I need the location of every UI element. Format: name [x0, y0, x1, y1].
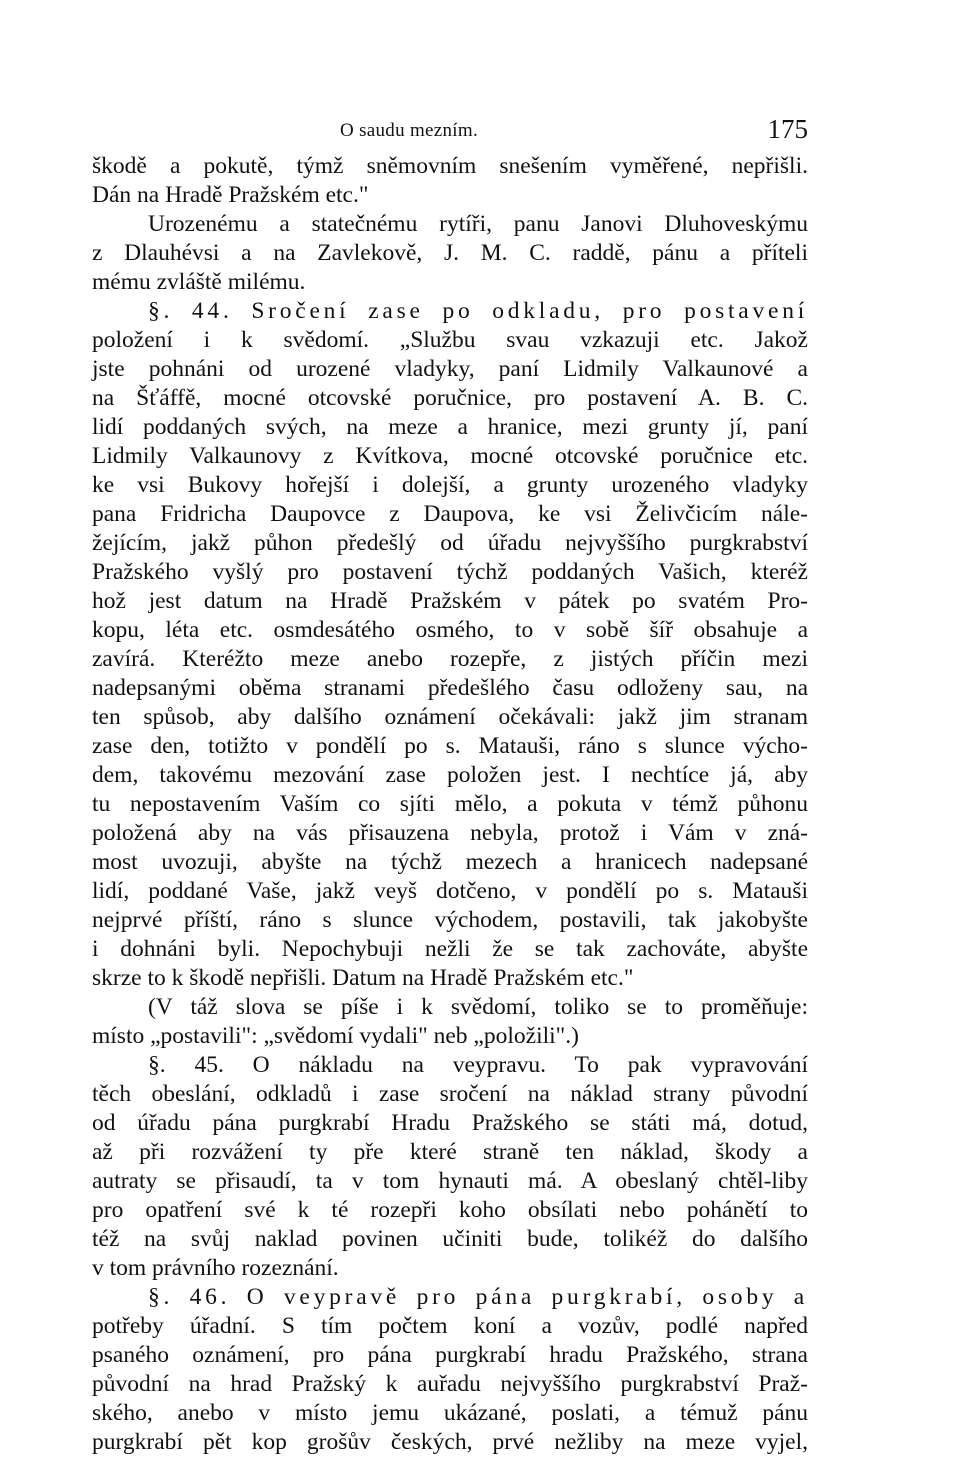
text-line: jste pohnáni od urozené vladyky, paní Lidmily Valkaunové a	[92, 356, 808, 382]
text-line: nejprvé příští, ráno s slunce východem, postavili, tak jakobyšte	[92, 907, 808, 933]
text-line: zase den, totižto v pondělí po s. Matauši, ráno s slunce výcho-	[92, 733, 808, 759]
page-header	[92, 112, 808, 152]
text-line: škodě a pokutě, týmž sněmovním snešením vyměřené, nepřišli.	[92, 153, 808, 179]
page-number: 175	[767, 114, 808, 144]
text-line: skrze to k škodě nepřišli. Datum na Hradě Pražském etc."	[92, 965, 634, 991]
text-line: Dán na Hradě Pražském etc."	[92, 182, 369, 208]
text-line: psaného oznámení, pro pána purgkrabí hradu Pražského, strana	[92, 1342, 808, 1368]
text-line: Lidmily Valkaunovy z Kvítkova, mocné otcovské poručnice etc.	[92, 443, 808, 469]
text-line: lidí, poddané Vaše, jakž veyš dotčeno, v pondělí po s. Matauši	[92, 878, 808, 904]
text-line: na Šťáffě, mocné otcovské poručnice, pro postavení A. B. C.	[92, 385, 808, 411]
text-line: původní na hrad Pražský k auřadu nejvyššího purgkrabství Praž-	[92, 1371, 808, 1397]
text-line: položená aby na vás přisauzena nebyla, protož i Vám v zná-	[92, 820, 808, 846]
text-line: pana Fridricha Daupovce z Daupova, ke vsi Želivčicím nále-	[92, 501, 808, 527]
text-line: nadepsanými oběma stranami předešlého času odloženy sau, na	[92, 675, 808, 701]
text-line: ke vsi Bukovy hořejší i dolejší, a grunty urozeného vladyky	[92, 472, 808, 498]
text-line: purgkrabí pět kop grošův českých, prvé nežliby na meze vyjel,	[92, 1429, 808, 1455]
text-line: pro opatření své k té rozepři koho obsílati nebo pohánětí to	[92, 1197, 808, 1223]
body-text	[92, 152, 808, 1457]
text-line: těch obeslání, odkladů i zase sročení na náklad strany původní	[92, 1081, 808, 1107]
text-line: zavírá. Kteréžto meze anebo rozepře, z jistých příčin mezi	[92, 646, 808, 672]
text-line: tu nepostavením Vaším co sjíti mělo, a pokuta v témž půhonu	[92, 791, 808, 817]
text-line: místo „postavili": „svědomí vydali" neb „položili".)	[92, 1023, 579, 1049]
text-line: dem, takovému mezování zase položen jest. I nechtíce já, aby	[92, 762, 808, 788]
text-line: most uvozuji, abyšte na týchž mezech a hranicech nadepsané	[92, 849, 808, 875]
text-line: i dohnáni byli. Nepochybuji nežli že se tak zachováte, abyšte	[92, 936, 808, 962]
text-line: §. 45. O nákladu na veypravu. To pak vypravování	[148, 1052, 808, 1078]
text-line: potřeby úřadní. S tím počtem koní a vozův, podlé napřed	[92, 1313, 808, 1339]
text-line: §. 44. Sročení zase po odkladu, pro postavení	[148, 298, 808, 324]
text-line: §. 46. O veypravě pro pána purgkrabí, osoby a	[148, 1284, 808, 1310]
text-line: až při rozvážení ty pře které straně ten náklad, škody a	[92, 1139, 808, 1165]
text-line: v tom právního rozeznání.	[92, 1255, 339, 1281]
text-line: hož jest datum na Hradě Pražském v pátek po svatém Pro-	[92, 588, 808, 614]
text-line: položení i k svědomí. „Službu svau vzkazuji etc. Jakož	[92, 327, 808, 353]
text-line: mému zvláště milému.	[92, 269, 306, 295]
text-line: ten spůsob, aby dalšího oznámení očekávali: jakž jim stranam	[92, 704, 808, 730]
running-head: O saudu mezním.	[340, 120, 479, 141]
text-line: autraty se přisaudí, ta v tom hynauti má. A obeslaný chtěl-liby	[92, 1168, 808, 1194]
text-line: ského, anebo v místo jemu ukázané, poslati, a témuž pánu	[92, 1400, 808, 1426]
text-line: (V táž slova se píše i k svědomí, toliko se to proměňuje:	[148, 994, 808, 1020]
text-line: od úřadu pána purgkrabí Hradu Pražského se státi má, dotud,	[92, 1110, 808, 1136]
text-line: z Dlauhévsi a na Zavlekově, J. M. C. raddě, pánu a příteli	[92, 240, 808, 266]
text-line: žejícím, jakž půhon předešlý od úřadu nejvyššího purgkrabství	[92, 530, 808, 556]
text-line: Urozenému a statečnému rytíři, panu Janovi Dluhoveskýmu	[148, 211, 808, 237]
text-line: též na svůj naklad povinen učiniti bude, tolikéž do dalšího	[92, 1226, 808, 1252]
text-line: lidí poddaných svých, na meze a hranice, mezi grunty jí, paní	[92, 414, 808, 440]
text-line: Pražského vyšlý pro postavení týchž poddaných Vašich, kteréž	[92, 559, 808, 585]
text-line: kopu, léta etc. osmdesátého osmého, to v sobě šíř obsahuje a	[92, 617, 808, 643]
book-page	[92, 112, 808, 1457]
